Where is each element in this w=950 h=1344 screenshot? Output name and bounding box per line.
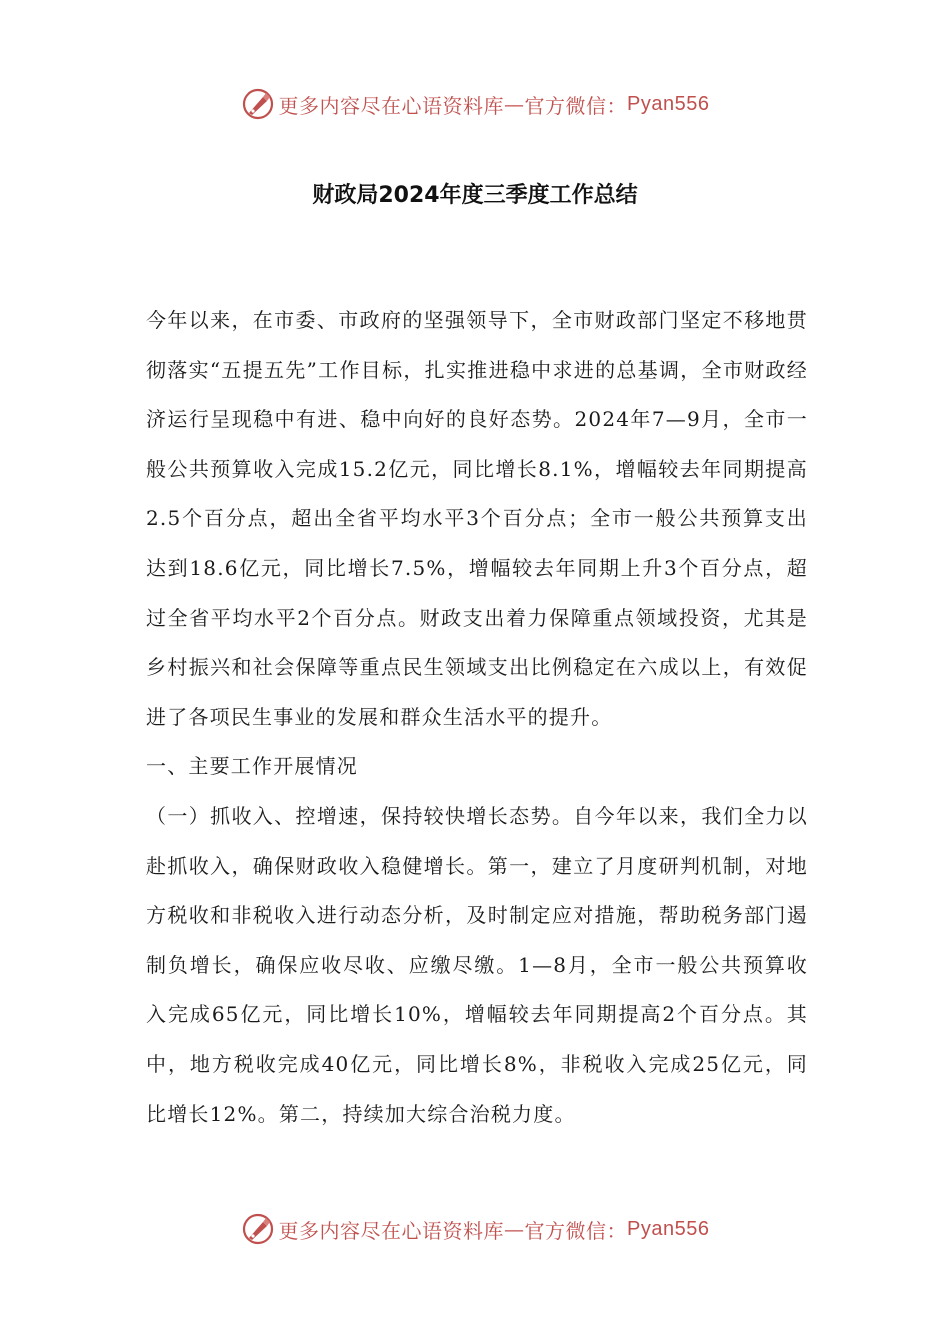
watermark-brand: 更多内容尽在心语资料库 <box>278 1218 505 1243</box>
document-body <box>146 296 808 1139</box>
section-heading: 一、主要工作开展情况 <box>146 754 358 779</box>
header-watermark <box>0 84 950 124</box>
watermark-dash: — <box>504 92 525 116</box>
paragraph-revenue: （一）抓收入、控增速，保持较快增长态势。自今年以来，我们全力以赴抓收入，确保财政收入稳健增长。第一，建立了月度研判机制，对地方税收和非税收入进行动态分析，及时制定应对措施，帮助税务部门遏制负增长，确保应收尽收、应缴尽缴。1—8月，全市一般公共预算收入完成65亿元，同比增长10%，增幅较去年同期提高2个百分点。其中，地方税收完成40亿元，同比增长8%，非税收入完成25亿元，同比增长12%。第二，持续加大综合治税力度。 <box>146 803 808 1126</box>
watermark-contact: 官方微信： <box>524 1218 628 1243</box>
pen-nib-icon <box>241 1212 275 1246</box>
watermark-wechat-id: Pyan556 <box>627 92 710 115</box>
pen-nib-icon <box>241 87 275 121</box>
paragraph-intro: 今年以来，在市委、市政府的坚强领导下，全市财政部门坚定不移地贯彻落实“五提五先”工作目标，扎实推进稳中求进的总基调，全市财政经济运行呈现稳中有进、稳中向好的良好态势。2024年7—9月，全市一般公共预算收入完成15.2亿元，同比增长8.1%，增幅较去年同期提高2.5个百分点，超出全省平均水平3个百分点；全市一般公共预算支出达到18.6亿元，同比增长7.5%，增幅较去年同期上升3个百分点，超过全省平均水平2个百分点。财政支出着力保障重点领域投资，尤其是乡村振兴和社会保障等重点民生领域支出比例稳定在六成以上，有效促进了各项民生事业的发展和群众生活水平的提升。 <box>146 308 808 729</box>
watermark-brand: 更多内容尽在心语资料库 <box>278 93 505 118</box>
watermark-wechat-id: Pyan556 <box>627 1217 710 1240</box>
watermark-dash: — <box>504 1217 525 1241</box>
footer-watermark <box>0 1209 950 1249</box>
watermark-contact: 官方微信： <box>524 93 628 118</box>
document-title: 财政局2024年度三季度工作总结 <box>312 183 638 208</box>
